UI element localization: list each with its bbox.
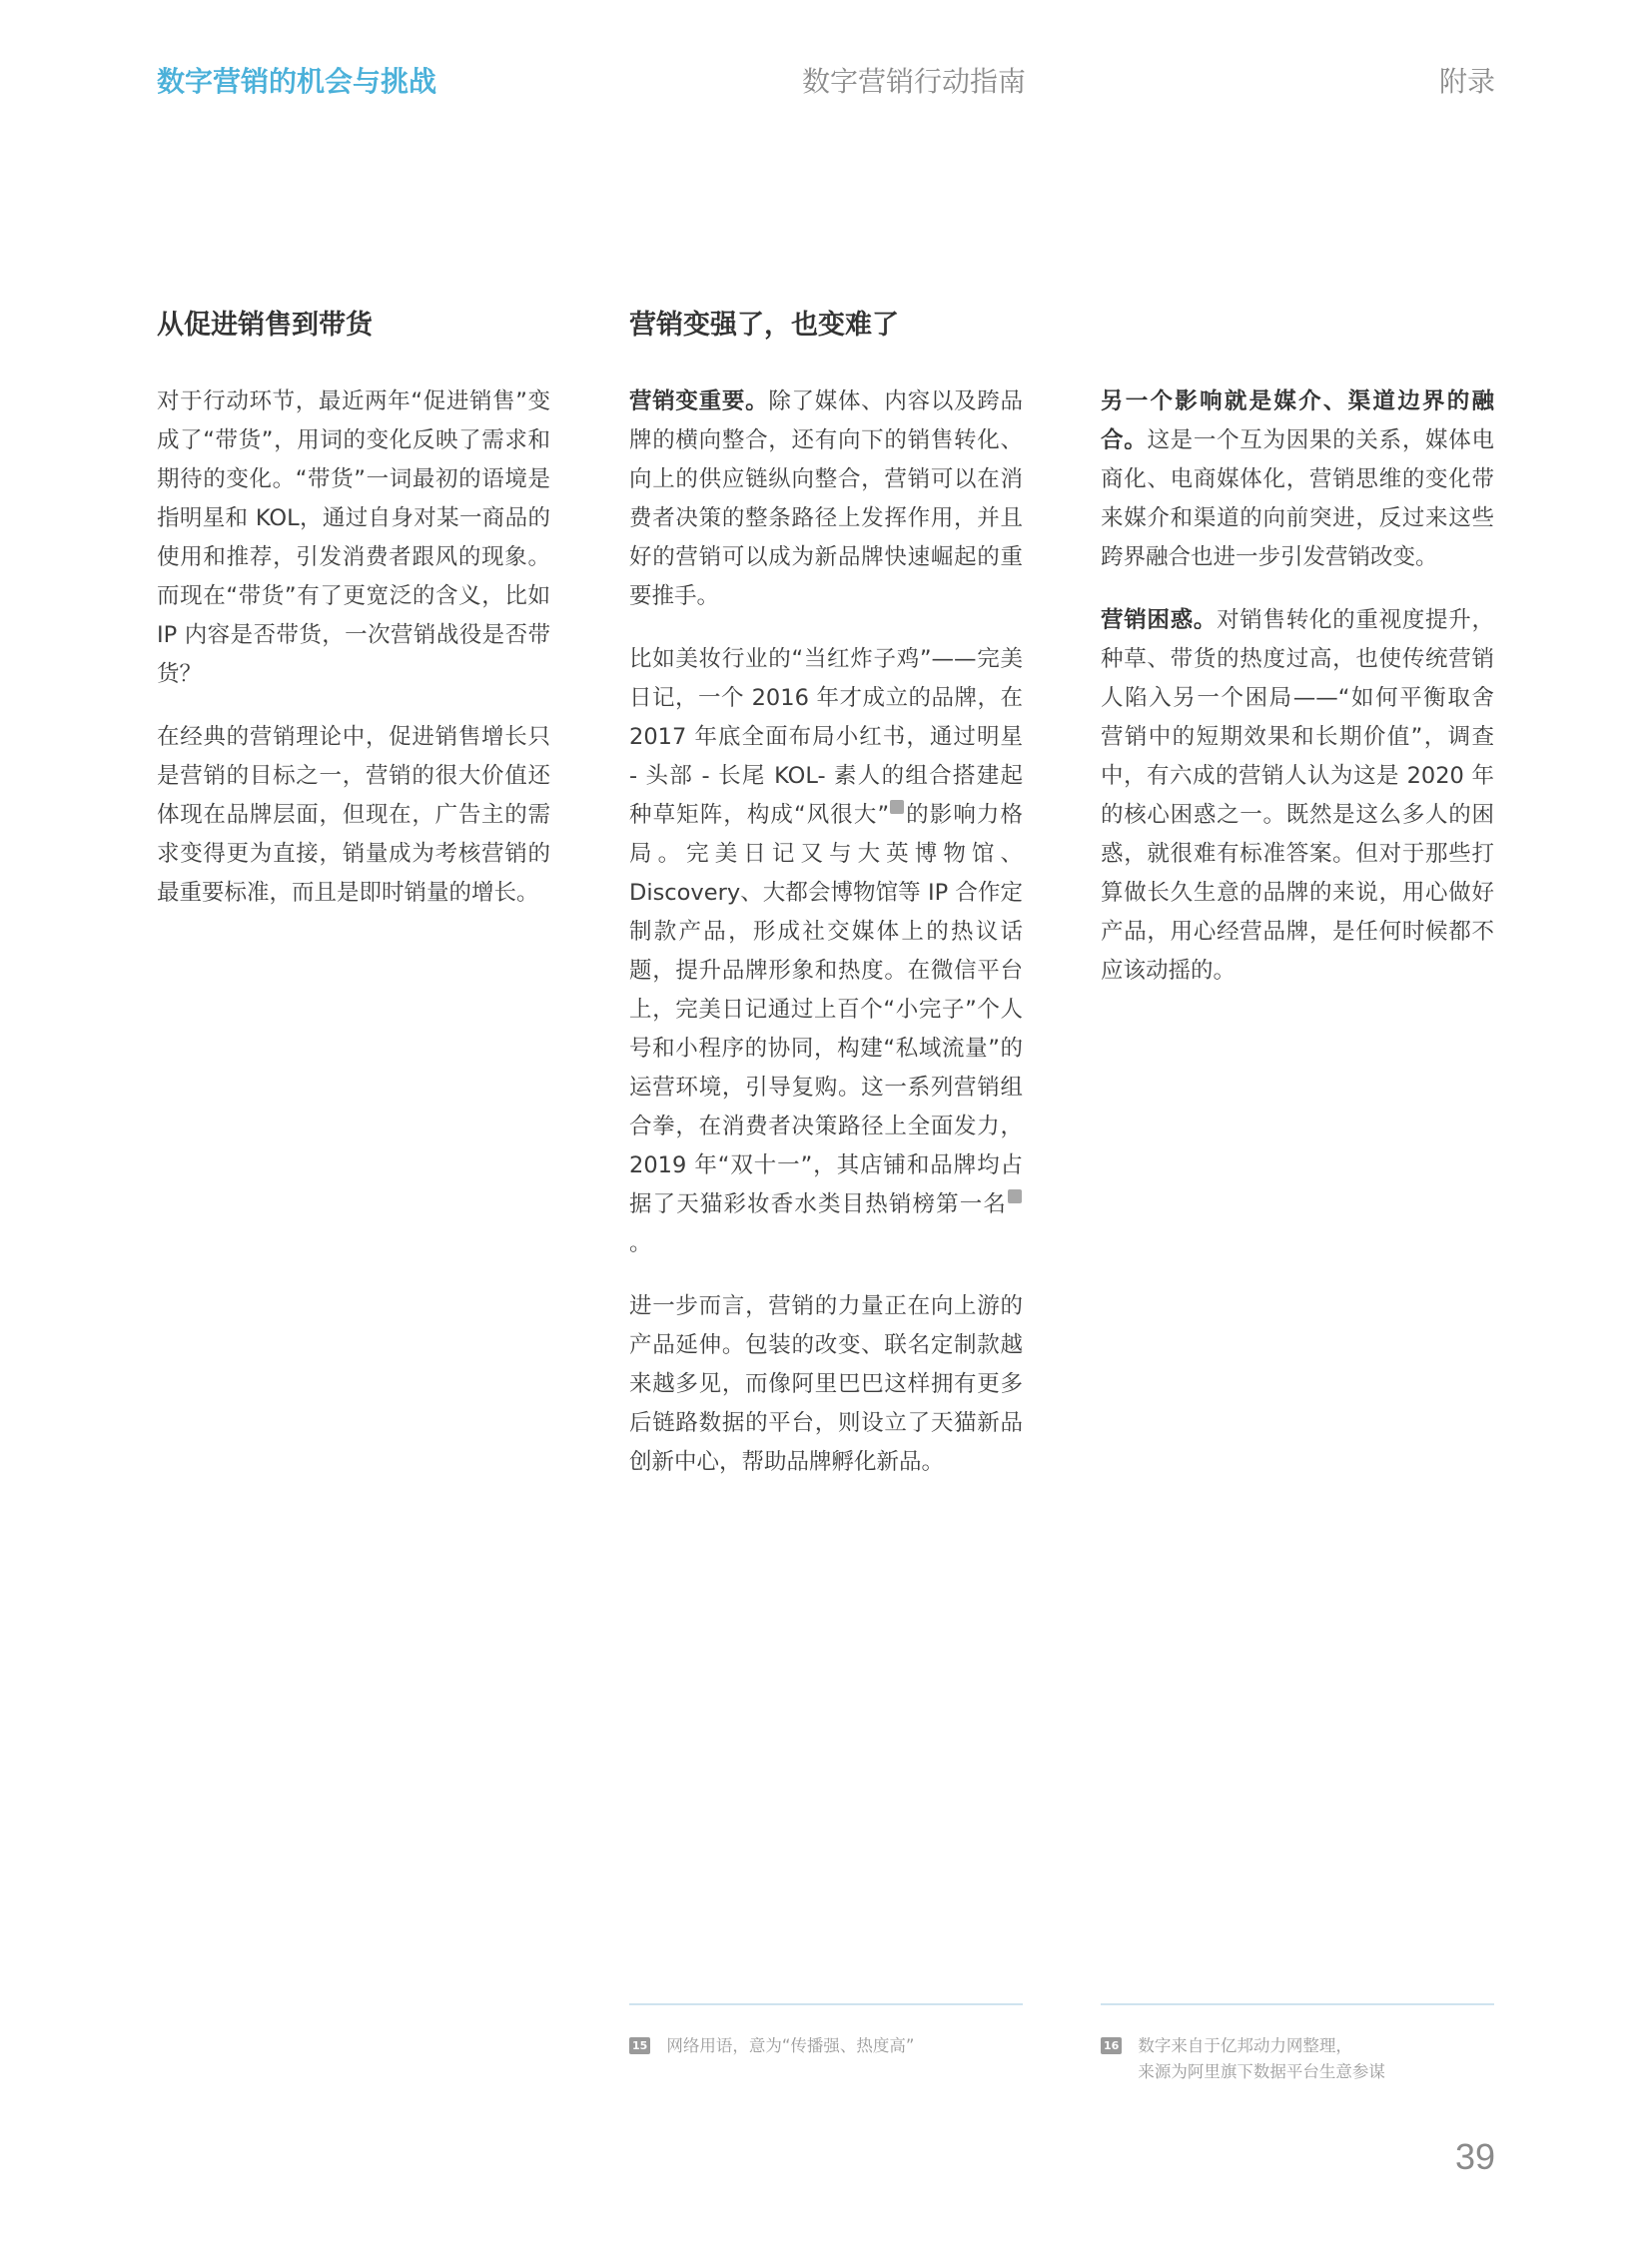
paragraph-body: 除了媒体、内容以及跨品牌的横向整合，还有向下的销售转化、向上的供应链纵向整合，营销可以在消费者决策的整条路径上发挥作用，并且好的营销可以成为新品牌快速崛起的重要推手。 xyxy=(629,388,1023,609)
paragraph-lead: 营销变重要。 xyxy=(629,388,769,414)
footnote-number: 15 xyxy=(629,2037,650,2054)
column-1-paragraph-2: 在经典的营销理论中，促进销售增长只是营销的目标之一，营销的很大价值还体现在品牌层面，但现在，广告主的需求变得更为直接，销量成为考核营销的最重要标准，而且是即时销量的增长。 xyxy=(157,724,550,906)
footnote-line-1: 数字来自于亿邦动力网整理， xyxy=(1138,2036,1352,2055)
section-title-current: 数字营销的机会与挑战 xyxy=(157,65,437,98)
paragraph-lead: 另一个影响就是媒介、渠道边界的融合。 xyxy=(1101,388,1494,453)
footnote-number: 16 xyxy=(1101,2037,1122,2054)
page-number: 39 xyxy=(1454,2136,1495,2177)
column-2 xyxy=(629,306,1023,1506)
column-2-paragraph-2 xyxy=(629,640,1023,1263)
footnote-line-1: 网络用语，意为“传播强、热度高” xyxy=(666,2036,915,2055)
footnote-text xyxy=(666,2033,914,2059)
footnote-text xyxy=(1138,2033,1385,2085)
paragraph-lead: 营销困惑。 xyxy=(1101,607,1218,633)
column-1-heading: 从促进销售到带货 xyxy=(157,310,373,341)
footnote-divider xyxy=(629,2003,1023,2005)
paragraph-body-part-c: 。 xyxy=(629,1230,652,1256)
footnote-line-2: 来源为阿里旗下数据平台生意参谋 xyxy=(1138,2062,1385,2081)
column-3 xyxy=(1101,306,1494,1015)
column-2-heading: 营销变强了，也变难了 xyxy=(629,310,899,341)
paragraph-body-part-a: 比如美妆行业的“当红炸子鸡”——完美日记，一个 2016 年才成立的品牌，在 2017 年底全面布局小红书，通过明星 - 头部 - 长尾 KOL- 素人的组合搭建起种草矩阵，构成“风很大” xyxy=(629,646,1023,828)
footnote-16 xyxy=(1101,2033,1494,2085)
footnote-divider xyxy=(1101,2003,1494,2005)
column-1 xyxy=(157,306,550,937)
footnote-16-marker-icon xyxy=(1008,1189,1022,1203)
column-2-paragraph-1 xyxy=(629,382,1023,616)
column-3-spacer xyxy=(1101,306,1494,382)
paragraph-body: 对销售转化的重视度提升，种草、带货的热度过高，也使传统营销人陷入另一个困局——“如何平衡取舍营销中的短期效果和长期价值”，调查中，有六成的营销人认为这是 2020 年的核心困惑之一。既然是这么多人的困惑，就很难有标准答案。但对于那些打算做长久生意的品牌的来说，用心做好产品，用心经营品牌，是任何时候都不应该动摇的。 xyxy=(1101,607,1494,984)
column-2-paragraph-3: 进一步而言，营销的力量正在向上游的产品延伸。包装的改变、联名定制款越来越多见，而像阿里巴巴这样拥有更多后链路数据的平台，则设立了天猫新品创新中心，帮助品牌孵化新品。 xyxy=(629,1293,1023,1475)
column-1-paragraph-1: 对于行动环节，最近两年“促进销售”变成了“带货”，用词的变化反映了需求和期待的变化。“带货”一词最初的语境是指明星和 KOL，通过自身对某一商品的使用和推荐，引发消费者跟风的现象。而现在“带货”有了更宽泛的含义，比如 IP 内容是否带货，一次营销战役是否带货？ xyxy=(157,388,550,687)
column-3-paragraph-2 xyxy=(1101,601,1494,991)
section-title-appendix: 附录 xyxy=(1438,65,1495,98)
page-header xyxy=(157,62,1495,102)
paragraph-body-part-b: 的影响力格局。完美日记又与大英博物馆、Discovery、大都会博物馆等 IP 合作定制款产品，形成社交媒体上的热议话题，提升品牌形象和热度。在微信平台上，完美日记通过上百个“小完子”个人号和小程序的协同，构建“私域流量”的运营环境，引导复购。这一系列营销组合拳，在消费者决策路径上全面发力，2019 年“双十一”，其店铺和品牌均占据了天猫彩妆香水类目热销榜第一名 xyxy=(629,802,1023,1217)
footnote-15 xyxy=(629,2033,1023,2059)
footnote-15-marker-icon xyxy=(890,800,904,814)
paragraph-body: 这是一个互为因果的关系，媒体电商化、电商媒体化，营销思维的变化带来媒介和渠道的向前突进，反过来这些跨界融合也进一步引发营销改变。 xyxy=(1101,427,1494,570)
section-title-guide: 数字营销行动指南 xyxy=(802,65,1027,98)
column-3-paragraph-1 xyxy=(1101,382,1494,577)
